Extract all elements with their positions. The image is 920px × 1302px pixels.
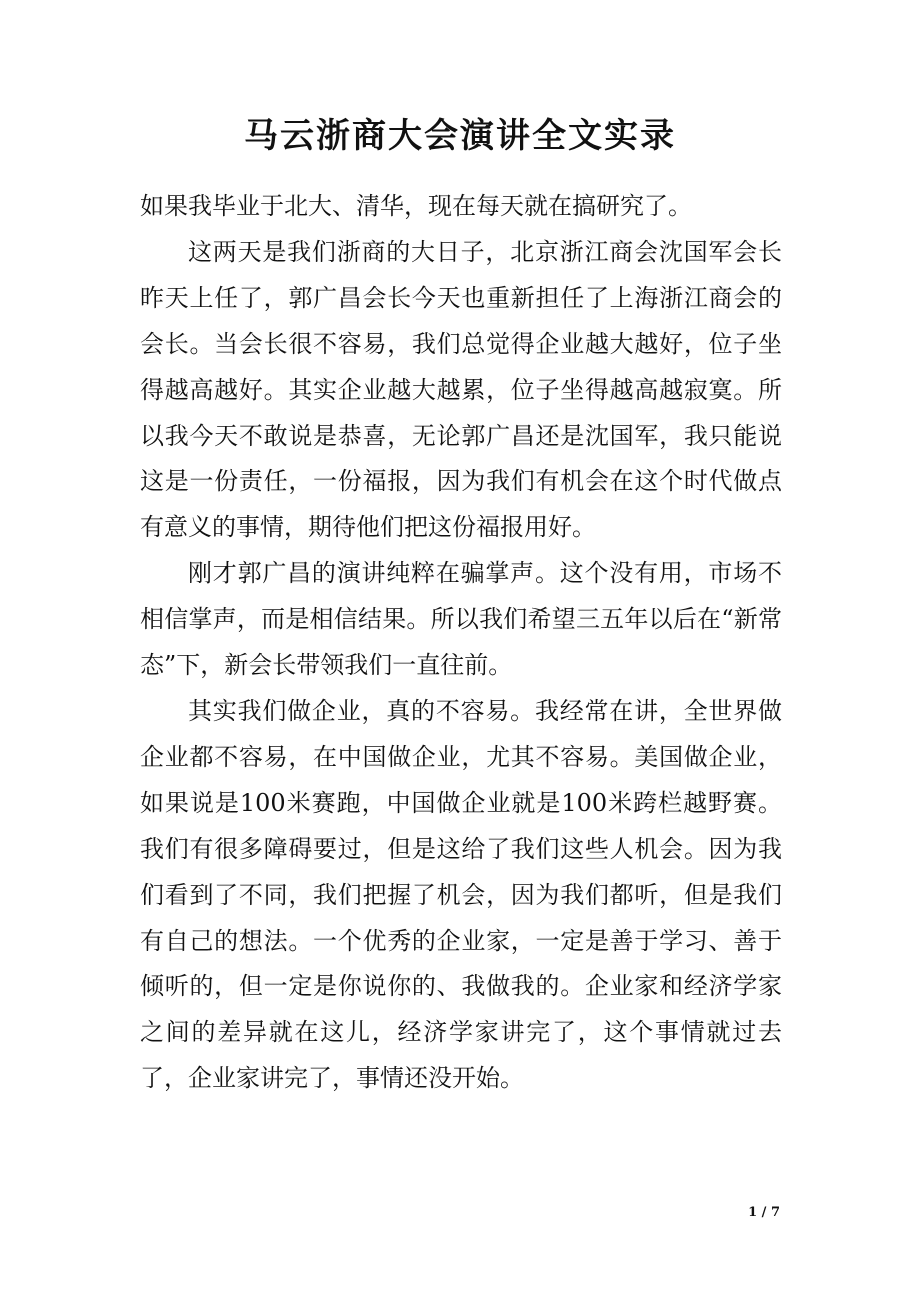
- document-title: 马云浙商大会演讲全文实录: [244, 116, 676, 156]
- page-number: 1 / 7: [748, 1205, 780, 1220]
- paragraph-1: 如果我毕业于北大、清华，现在每天就在搞研究了。: [140, 192, 692, 220]
- paragraph-2: 这两天是我们浙商的大日子，北京浙江商会沈国军会长昨天上任了，郭广昌会长今天也重新担任了上海浙江商会的会长。当会长很不容易，我们总觉得企业越大越好，位子坐得越高越好。其实企业越大越累，位子坐得越高越寂寞。所以我今天不敢说是恭喜，无论郭广昌还是沈国军，我只能说这是一份责任，一份福报，因为我们有机会在这个时代做点有意义的事情，期待他们把这份福报用好。: [140, 237, 782, 542]
- paragraph-4: 其实我们做企业，真的不容易。我经常在讲，全世界做企业都不容易，在中国做企业，尤其不容易。美国做企业，如果说是100米赛跑，中国做企业就是100米跨栏越野赛。我们有很多障碍要过，但是这给了我们这些人机会。因为我们看到了不同，我们把握了机会，因为我们都听，但是我们有自己的想法。一个优秀的企业家，一定是善于学习、善于倾听的，但一定是你说你的、我做我的。企业家和经济学家之间的差异就在这儿，经济学家讲完了，这个事情就过去了，企业家讲完了，事情还没开始。: [140, 696, 782, 1093]
- paragraph-3: 刚才郭广昌的演讲纯粹在骗掌声。这个没有用，市场不相信掌声，而是相信结果。所以我们希望三五年以后在“新常态”下，新会长带领我们一直往前。: [140, 559, 782, 680]
- document-body: [140, 184, 782, 1102]
